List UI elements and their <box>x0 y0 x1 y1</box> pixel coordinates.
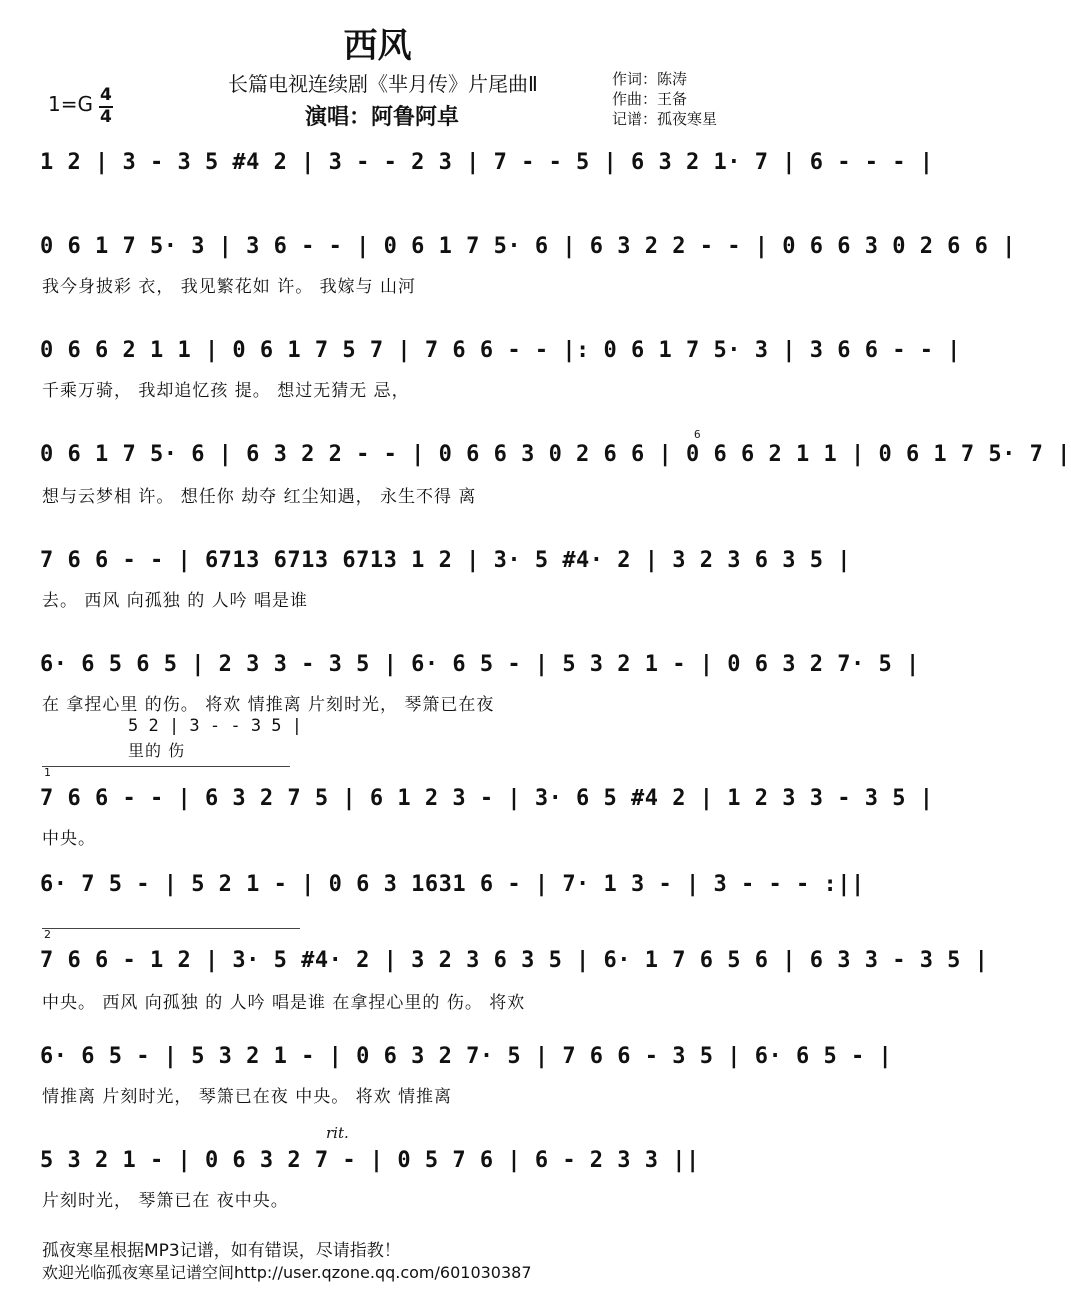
volta-2-bar <box>42 928 300 929</box>
ritardando-mark: rit. <box>326 1124 349 1142</box>
music-row-2: 0 6 1 7 5· 3 | 3 6 - - | 0 6 1 7 5· 6 | 6 3 2 2 - - | 0 6 6 3 0 2 6 6 | <box>40 234 1016 259</box>
alt-ending-lyric: 里的 伤 <box>128 741 186 760</box>
singer-credit: 演唱：阿鲁阿卓 <box>305 105 460 130</box>
lyric-row-9: 中央。 西风 向孤独 的 人吟 唱是谁 在拿捏心里的 伤。 将欢 <box>42 993 526 1013</box>
key-signature: 1=G <box>48 92 93 116</box>
lyricist-credit: 作词：陈涛 <box>612 70 688 88</box>
music-row-9: 7 6 6 - 1 2 | 3· 5 #4· 2 | 3 2 3 6 3 5 | 6· 1 7 6 5 6 | 6 3 3 - 3 5 | <box>40 948 989 973</box>
time-signature-top: 4 <box>100 85 112 105</box>
music-row-3: 0 6 6 2 1 1 | 0 6 1 7 5 7 | 7 6 6 - - |: 0 6 1 7 5· 3 | 3 6 6 - - | <box>40 338 961 363</box>
footer-note: 孤夜寒星根据MP3记谱，如有错误，尽请指教！ <box>42 1241 401 1261</box>
lyric-row-7: 中央。 <box>42 829 96 849</box>
alt-ending-music: 5 2 | 3 - - 3 5 | <box>128 716 302 736</box>
music-row-6: 6· 6 5 6 5 | 2 3 3 - 3 5 | 6· 6 5 - | 5 3 2 1 - | 0 6 3 2 7· 5 | <box>40 652 920 677</box>
lyric-row-5: 去。 西风 向孤独 的 人吟 唱是谁 <box>42 591 309 611</box>
volta-1-bar <box>42 766 290 767</box>
music-row-8: 6· 7 5 - | 5 2 1 - | 0 6 3 1631 6 - | 7· 1 3 - | 3 - - - :|| <box>40 872 865 897</box>
music-row-10: 6· 6 5 - | 5 3 2 1 - | 0 6 3 2 7· 5 | 7 6 6 - 3 5 | 6· 6 5 - | <box>40 1044 893 1069</box>
lyric-row-11: 片刻时光， 琴箫已在 夜中央。 <box>42 1191 289 1211</box>
lyric-row-2: 我今身披彩 衣， 我见繁花如 许。 我嫁与 山河 <box>42 277 417 297</box>
music-row-11: 5 3 2 1 - | 0 6 3 2 7 - | 0 5 7 6 | 6 - 2 3 3 || <box>40 1148 700 1173</box>
footer-link[interactable]: 欢迎光临孤夜寒星记谱空间http://user.qzone.qq.com/601030387 <box>42 1263 532 1282</box>
music-row-1: 1 2 | 3 - 3 5 #4 2 | 3 - - 2 3 | 7 - - 5 | 6 3 2 1· 7 | 6 - - - | <box>40 150 934 175</box>
volta-2-label: 2 <box>44 928 51 941</box>
volta-1-label: 1 <box>44 766 51 779</box>
time-signature-bottom: 4 <box>100 107 112 127</box>
music-row-7: 7 6 6 - - | 6 3 2 7 5 | 6 1 2 3 - | 3· 6 5 #4 2 | 1 2 3 3 - 3 5 | <box>40 786 934 811</box>
lyric-row-3: 千乘万骑， 我却追忆孩 提。 想过无猜无 忌， <box>42 381 410 401</box>
composer-credit: 作曲：王备 <box>612 90 688 108</box>
transcriber-credit: 记谱：孤夜寒星 <box>612 110 718 128</box>
song-subtitle: 长篇电视连续剧《芈月传》片尾曲Ⅱ <box>228 72 538 96</box>
music-row-5: 7 6 6 - - | 6713 6713 6713 1 2 | 3· 5 #4· 2 | 3 2 3 6 3 5 | <box>40 548 851 573</box>
lyric-row-6: 在 拿捏心里 的伤。 将欢 情推离 片刻时光， 琴箫已在夜 <box>42 695 495 715</box>
song-title: 西风 <box>343 26 412 66</box>
lyric-row-10: 情推离 片刻时光， 琴箫已在夜 中央。 将欢 情推离 <box>42 1087 453 1107</box>
lyric-row-4: 想与云梦相 许。 想任你 劫夺 红尘知遇， 永生不得 离 <box>42 487 477 507</box>
grace-note-mark: 6 <box>694 428 701 441</box>
music-row-4: 0 6 1 7 5· 6 | 6 3 2 2 - - | 0 6 6 3 0 2 6 6 | 0 6 6 2 1 1 | 0 6 1 7 5· 7 | <box>40 442 1071 467</box>
